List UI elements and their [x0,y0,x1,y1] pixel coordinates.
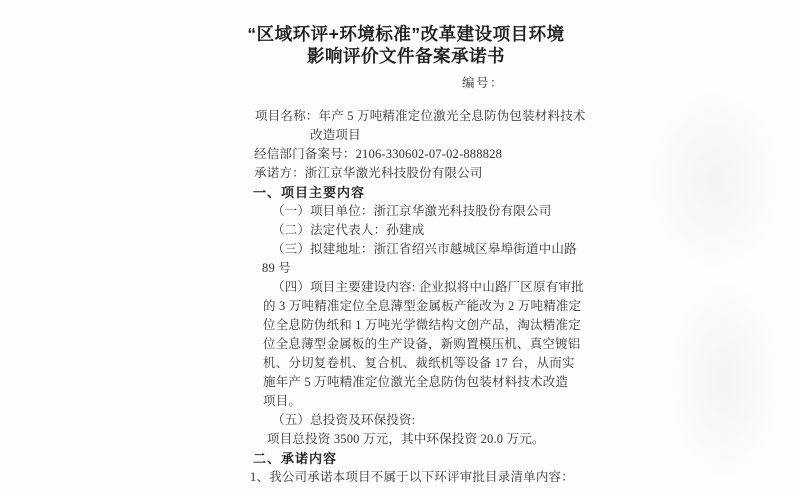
body-line: 项目总投资 3500 万元，其中环保投资 20.0 万元。 [267,432,545,446]
body-line: 的 3 万吨精准定位全息薄型金属板产能改为 2 万吨精准定 [263,299,582,313]
document-title-line-1: “区域环评+环境标准”改革建设项目环境 [247,24,565,44]
body-line: 1、我公司承诺本项目不属于以下环评审批目录清单内容： [250,470,574,484]
document-title [0,23,800,67]
scan-artifact [670,280,780,480]
document-number-label: 编号： [462,76,505,90]
body-line: （二）法定代表人：孙建成 [272,223,425,237]
body-line: 项目名称：年产 5 万吨精准定位激光全息防伪包装材料技术 [255,109,586,123]
body-line: 位全息防伪纸和 1 万吨光学微结构文创产品，淘汰精准定 [263,318,581,332]
body-line: （四）项目主要建设内容: 企业拟将中山路厂区原有审批 [272,280,584,294]
body-line: 一、项目主要内容 [253,185,366,200]
body-line: 机、分切复卷机、复合机、裁纸机等设备 17 台，从而实 [263,356,575,370]
body-line: 二、承诺内容 [253,451,338,466]
body-line: （三）拟建地址：浙江省绍兴市越城区皋埠街道中山路 [272,242,577,256]
body-line: （五）总投资及环保投资: [272,413,416,427]
body-line: 位全息薄型金属板的生产设备，新购置模压机、真空镀铝 [263,337,581,351]
body-line: 承诺方：浙江京华激光科技股份有限公司 [254,166,483,180]
body-line: 项目。 [263,394,302,408]
document-title-line-2: 影响评价文件备案承诺书 [307,46,505,66]
scan-artifact [650,90,780,270]
body-line: 89 号 [262,261,291,275]
document-body [248,107,648,487]
body-line: （一）项目单位：浙江京华激光科技股份有限公司 [272,204,552,218]
body-line: 改造项目 [310,128,361,142]
body-line: 经信部门备案号：2106-330602-07-02-888828 [254,147,503,161]
body-line: 施年产 5 万吨精准定位激光全息防伪包装材料技术改造 [263,375,569,389]
